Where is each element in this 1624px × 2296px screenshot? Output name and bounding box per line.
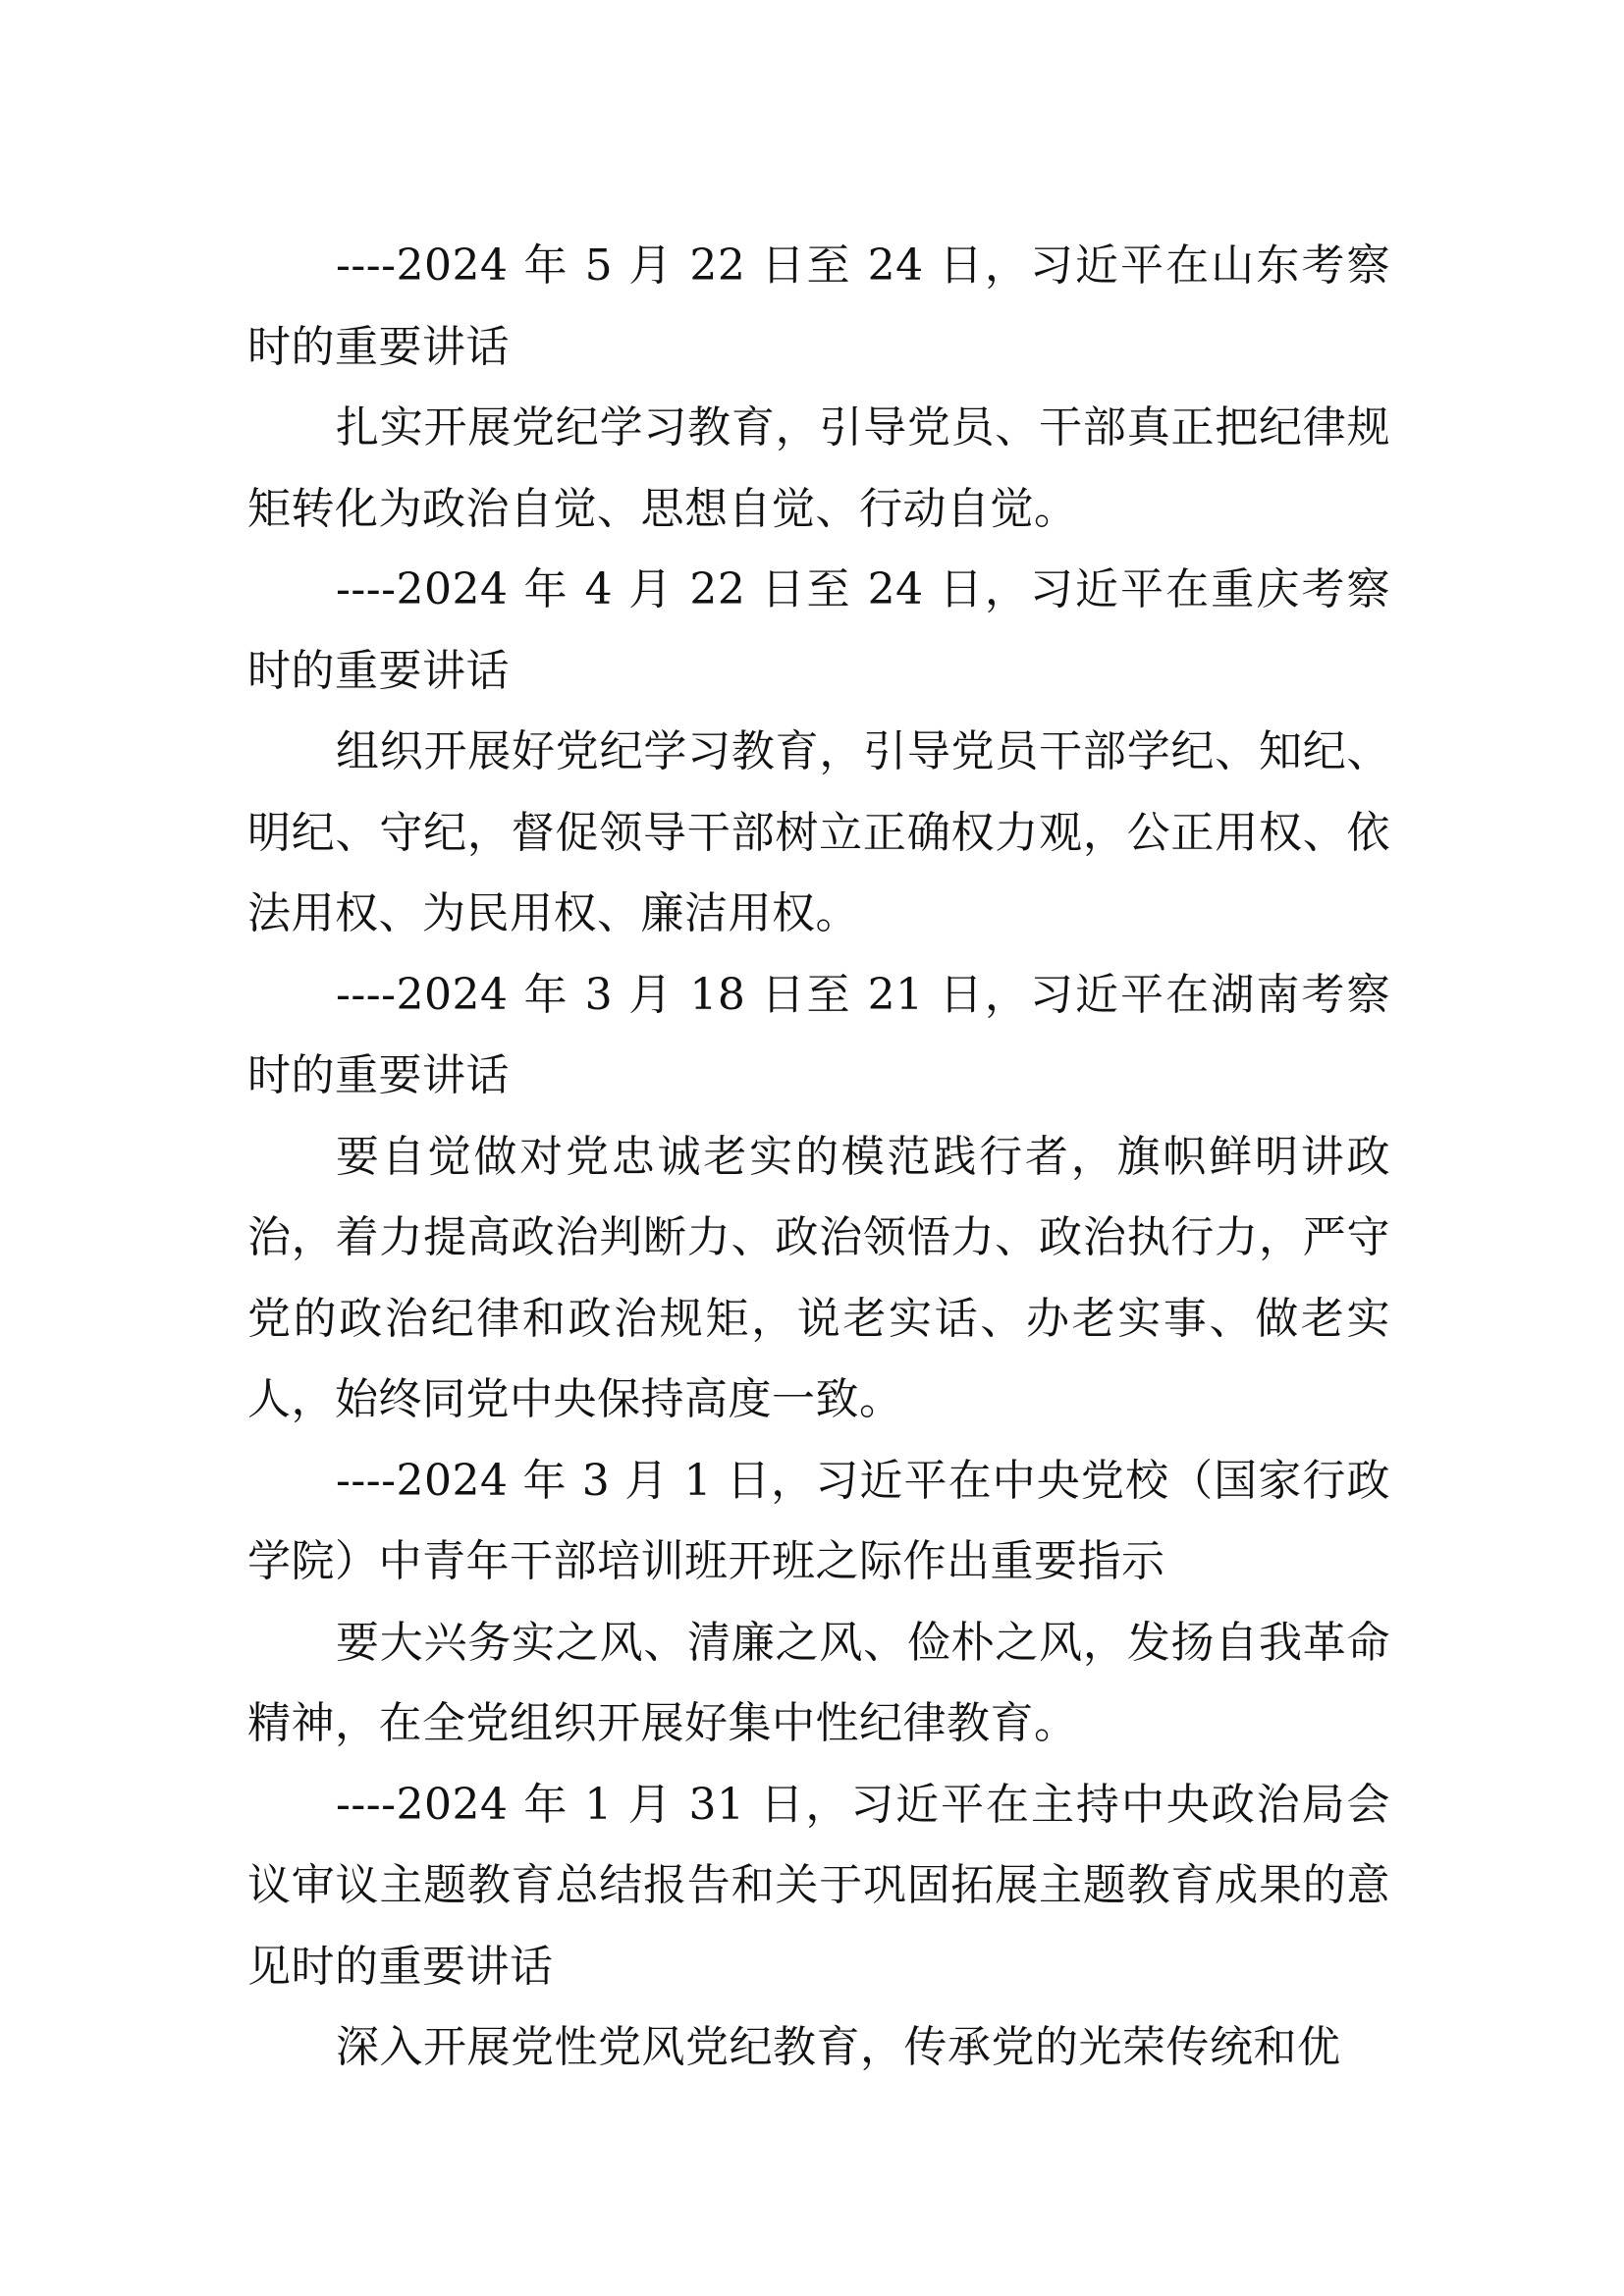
source-citation-hunan: ----2024 年 3 月 18 日至 21 日，习近平在湖南考察时的重要讲话 xyxy=(247,969,1390,1100)
source-citation-politburo: ----2024 年 1 月 31 日，习近平在主持中央政治局会议审议主题教育总结报告和关于巩固拓展主题教育成果的意见时的重要讲话 xyxy=(247,1779,1390,1992)
quote-paragraph: 要自觉做对党忠诚老实的模范践行者，旗帜鲜明讲政治，着力提高政治判断力、政治领悟力、政治执行力，严守党的政治纪律和政治规矩，说老实话、办老实事、做老实人，始终同党中央保持高度一致。 xyxy=(247,1131,1390,1424)
quote-paragraph: 组织开展好党纪学习教育，引导党员干部学纪、知纪、明纪、守纪，督促领导干部树立正确权力观，公正用权、依法用权、为民用权、廉洁用权。 xyxy=(247,726,1390,938)
source-citation-shandong: ----2024 年 5 月 22 日至 24 日，习近平在山东考察时的重要讲话 xyxy=(247,240,1390,372)
source-citation-party-school: ----2024 年 3 月 1 日，习近平在中央党校（国家行政学院）中青年干部培训班开班之际作出重要指示 xyxy=(247,1455,1390,1586)
quote-paragraph: 扎实开展党纪学习教育，引导党员、干部真正把纪律规矩转化为政治自觉、思想自觉、行动自觉。 xyxy=(247,402,1390,534)
quote-paragraph: 深入开展党性党风党纪教育，传承党的光荣传统和优 xyxy=(336,2022,1341,2072)
document-body xyxy=(247,226,1390,2089)
source-citation-chongqing: ----2024 年 4 月 22 日至 24 日，习近平在重庆考察时的重要讲话 xyxy=(247,564,1390,696)
quote-paragraph: 要大兴务实之风、清廉之风、俭朴之风，发扬自我革命精神，在全党组织开展好集中性纪律教育。 xyxy=(247,1617,1390,1748)
